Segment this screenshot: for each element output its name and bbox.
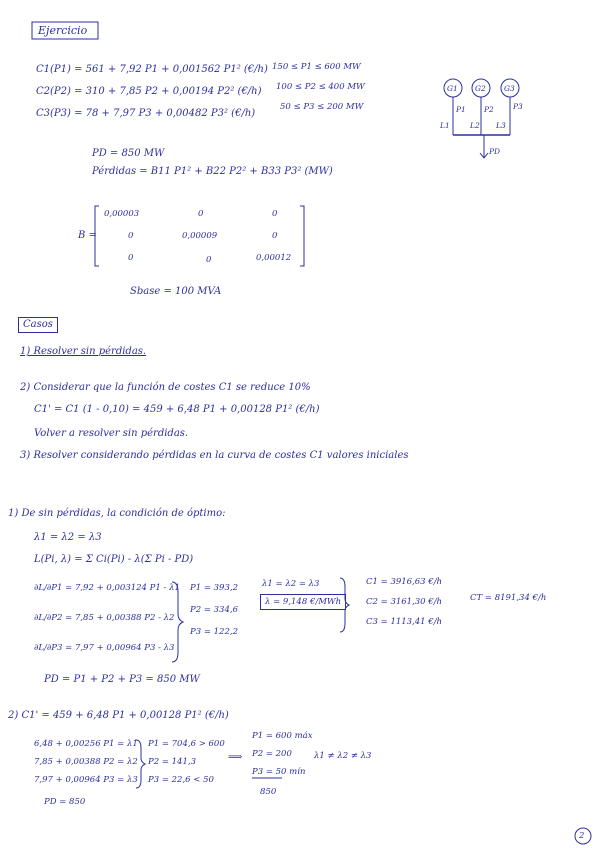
base-note: Sbase = 100 MVA <box>130 286 222 297</box>
demand-pd-label: PD <box>489 147 501 156</box>
solution2-limited-1: P1 = 600 máx <box>252 731 313 741</box>
matrix-cell: 0 <box>206 255 212 265</box>
limit-3: 50 ≤ P3 ≤ 200 MW <box>280 102 364 112</box>
matrix-cell: 0,00009 <box>182 231 218 241</box>
page-number: 2 <box>579 831 585 841</box>
generator-g3-label: G3 <box>504 84 515 93</box>
matrix-cell: 0,00012 <box>256 253 292 263</box>
flow-p1-label: P1 <box>456 105 466 114</box>
solution2-limited-2: P2 = 200 <box>252 749 292 759</box>
solution2-result-3: P3 = 22,6 < 50 <box>148 775 214 785</box>
solution1-total: CT = 8191,34 €/h <box>470 593 547 603</box>
solution1-p2: P2 = 334,6 <box>190 605 238 615</box>
solution1-lambda-eq: λ1 = λ2 = λ3 <box>262 579 320 589</box>
cost-function-3: C3(P3) = 78 + 7,97 P3 + 0,00482 P3² (€/h) <box>36 108 256 119</box>
solution2-note: λ1 ≠ λ2 ≠ λ3 <box>314 751 372 761</box>
flow-p2-label: P2 <box>484 105 494 114</box>
solution2-limited-sum: 850 <box>260 787 277 797</box>
matrix-cell: 0 <box>198 209 204 219</box>
case-2-note: Volver a resolver sin pérdidas. <box>34 428 189 439</box>
case-2-formula: C1' = C1 (1 - 0,10) = 459 + 6,48 P1 + 0,00128 P1² (€/h) <box>34 404 320 415</box>
cases-title: Casos <box>18 317 58 333</box>
implies-arrow: ⟹ <box>228 752 243 763</box>
loss-l3-label: L3 <box>496 121 506 130</box>
solution1-lagrangian: L(Pi, λ) = Σ Ci(Pi) - λ(Σ Pi - PD) <box>34 554 194 565</box>
matrix-cell: 0,00003 <box>104 209 140 219</box>
cost-function-1: C1(P1) = 561 + 7,92 P1 + 0,001562 P1² (€/h) <box>36 64 268 75</box>
flow-p3-label: P3 <box>513 102 523 111</box>
solution1-cost-1: C1 = 3916,63 €/h <box>366 577 443 587</box>
cost-function-2: C2(P2) = 310 + 7,85 P2 + 0,00194 P2² (€/h) <box>36 86 262 97</box>
losses-line: Pérdidas = B11 P1² + B22 P2² + B33 P3² (MW) <box>92 166 333 177</box>
limit-2: 100 ≤ P2 ≤ 400 MW <box>276 82 365 92</box>
matrix-cell: 0 <box>128 253 134 263</box>
solution2-eq-1: 6,48 + 0,00256 P1 = λ1 <box>34 739 138 749</box>
generator-g1-label: G1 <box>447 84 458 93</box>
solution2-eq-3: 7,97 + 0,00964 P3 = λ3 <box>34 775 138 785</box>
solution2-eq-2: 7,85 + 0,00388 P2 = λ2 <box>34 757 138 767</box>
matrix-cell: 0 <box>272 231 278 241</box>
solution1-p1: P1 = 393,2 <box>190 583 238 593</box>
solution2-result-2: P2 = 141,3 <box>148 757 196 767</box>
solution2-limited-3: P3 = 50 mín <box>252 767 306 777</box>
solution2-result-1: P1 = 704,6 > 600 <box>148 739 225 749</box>
solution2-demand: PD = 850 <box>44 797 86 807</box>
solution1-condition: λ1 = λ2 = λ3 <box>34 532 102 543</box>
matrix-cell: 0 <box>128 231 134 241</box>
case-3: 3) Resolver considerando pérdidas en la curva de costes C1 valores iniciales <box>20 450 409 461</box>
solution1-balance: PD = P1 + P2 + P3 = 850 MW <box>44 674 200 685</box>
matrix-label: B = <box>78 230 97 241</box>
generator-g2-label: G2 <box>475 84 486 93</box>
matrix-cell: 0 <box>272 209 278 219</box>
case-2: 2) Considerar que la función de costes C1 se reduce 10% <box>20 382 311 393</box>
solution1-derivative-3: ∂L/∂P3 = 7,97 + 0,00964 P3 - λ3 <box>34 643 175 653</box>
solution1-cost-3: C3 = 1113,41 €/h <box>366 617 443 627</box>
page-title: Ejercicio <box>38 24 88 37</box>
case-1: 1) Resolver sin pérdidas. <box>20 346 147 357</box>
solution1-heading: 1) De sin pérdidas, la condición de óptimo: <box>8 508 226 519</box>
solution1-derivative-2: ∂L/∂P2 = 7,85 + 0,00388 P2 - λ2 <box>34 613 175 623</box>
solution1-lambda-value: λ = 9,148 €/MWh <box>260 594 346 610</box>
demand-line: PD = 850 MW <box>92 148 165 159</box>
limit-1: 150 ≤ P1 ≤ 600 MW <box>272 62 361 72</box>
solution1-p3: P3 = 122,2 <box>190 627 238 637</box>
loss-l1-label: L1 <box>440 121 450 130</box>
loss-l2-label: L2 <box>470 121 480 130</box>
solution2-heading: 2) C1' = 459 + 6,48 P1 + 0,00128 P1² (€/h) <box>8 710 229 721</box>
solution1-derivative-1: ∂L/∂P1 = 7,92 + 0,003124 P1 - λ1 <box>34 583 180 593</box>
solution1-cost-2: C2 = 3161,30 €/h <box>366 597 443 607</box>
